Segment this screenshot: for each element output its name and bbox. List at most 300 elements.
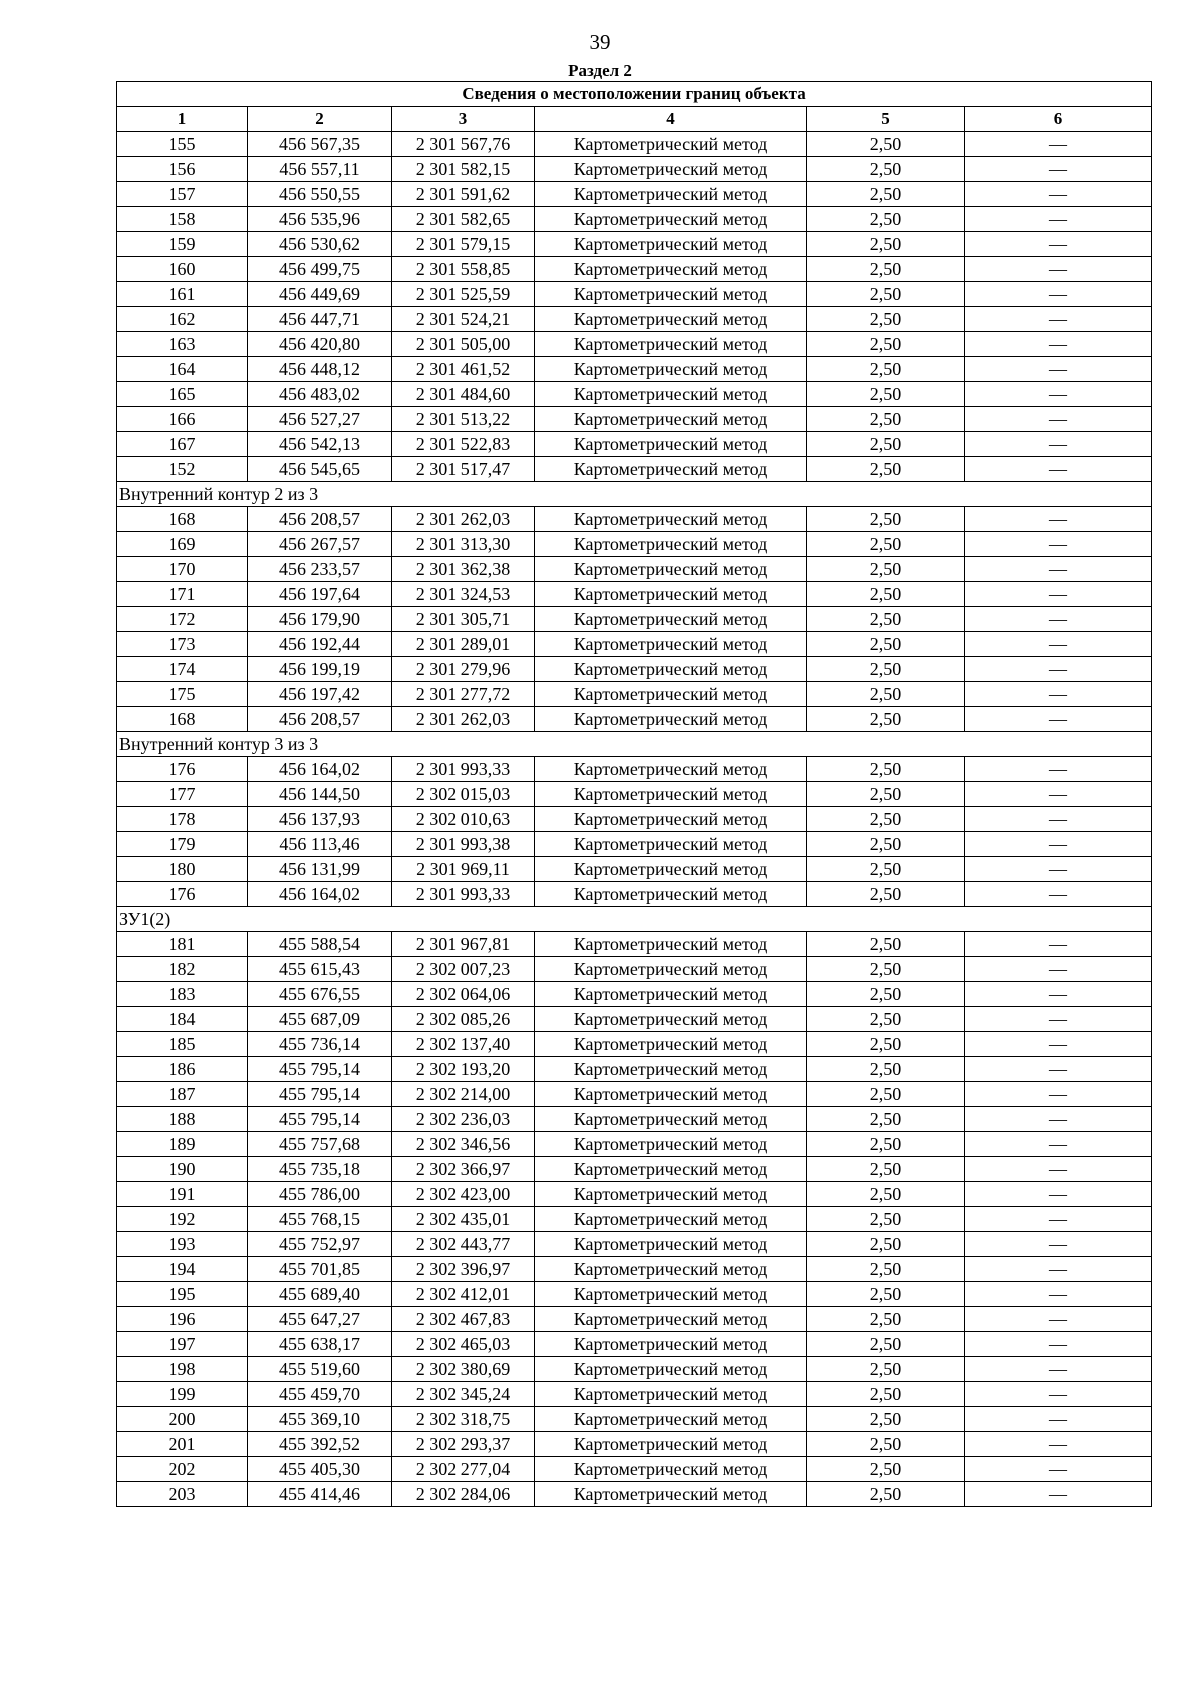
note-cell: — — [965, 1357, 1152, 1382]
y-coordinate-cell: 2 301 513,22 — [392, 407, 535, 432]
method-cell: Картометрический метод — [535, 957, 807, 982]
note-cell: — — [965, 357, 1152, 382]
method-cell: Картометрический метод — [535, 557, 807, 582]
accuracy-cell: 2,50 — [807, 457, 965, 482]
method-cell: Картометрический метод — [535, 1432, 807, 1457]
point-number-cell: 161 — [117, 282, 248, 307]
note-cell: — — [965, 182, 1152, 207]
y-coordinate-cell: 2 301 461,52 — [392, 357, 535, 382]
contour-group-label: Внутренний контур 3 из 3 — [117, 732, 1152, 757]
table-row — [117, 132, 1152, 157]
note-cell: — — [965, 407, 1152, 432]
point-number-cell: 157 — [117, 182, 248, 207]
note-cell: — — [965, 307, 1152, 332]
point-number-cell: 202 — [117, 1457, 248, 1482]
y-coordinate-cell: 2 302 380,69 — [392, 1357, 535, 1382]
x-coordinate-cell: 456 137,93 — [248, 807, 392, 832]
accuracy-cell: 2,50 — [807, 932, 965, 957]
x-coordinate-cell: 456 420,80 — [248, 332, 392, 357]
x-coordinate-cell: 455 687,09 — [248, 1007, 392, 1032]
method-cell: Картометрический метод — [535, 457, 807, 482]
note-cell: — — [965, 782, 1152, 807]
x-coordinate-cell: 456 113,46 — [248, 832, 392, 857]
y-coordinate-cell: 2 302 193,20 — [392, 1057, 535, 1082]
point-number-cell: 164 — [117, 357, 248, 382]
accuracy-cell: 2,50 — [807, 1207, 965, 1232]
table-row — [117, 432, 1152, 457]
point-number-cell: 200 — [117, 1407, 248, 1432]
note-cell: — — [965, 1307, 1152, 1332]
method-cell: Картометрический метод — [535, 632, 807, 657]
y-coordinate-cell: 2 302 366,97 — [392, 1157, 535, 1182]
x-coordinate-cell: 455 615,43 — [248, 957, 392, 982]
note-cell: — — [965, 157, 1152, 182]
column-number-row — [117, 107, 1152, 132]
accuracy-cell: 2,50 — [807, 307, 965, 332]
accuracy-cell: 2,50 — [807, 282, 965, 307]
method-cell: Картометрический метод — [535, 682, 807, 707]
note-cell: — — [965, 1132, 1152, 1157]
table-row — [117, 1282, 1152, 1307]
table-row — [117, 632, 1152, 657]
point-number-cell: 182 — [117, 957, 248, 982]
y-coordinate-cell: 2 301 967,81 — [392, 932, 535, 957]
x-coordinate-cell: 456 530,62 — [248, 232, 392, 257]
accuracy-cell: 2,50 — [807, 382, 965, 407]
table-row — [117, 407, 1152, 432]
point-number-cell: 180 — [117, 857, 248, 882]
table-row — [117, 1432, 1152, 1457]
method-cell: Картометрический метод — [535, 1032, 807, 1057]
point-number-cell: 184 — [117, 1007, 248, 1032]
table-row — [117, 1157, 1152, 1182]
y-coordinate-cell: 2 302 293,37 — [392, 1432, 535, 1457]
x-coordinate-cell: 456 197,42 — [248, 682, 392, 707]
y-coordinate-cell: 2 301 993,33 — [392, 757, 535, 782]
note-cell: — — [965, 957, 1152, 982]
y-coordinate-cell: 2 301 969,11 — [392, 857, 535, 882]
x-coordinate-cell: 456 208,57 — [248, 507, 392, 532]
method-cell: Картометрический метод — [535, 407, 807, 432]
page-number: 39 — [589, 30, 611, 54]
note-cell: — — [965, 757, 1152, 782]
point-number-cell: 196 — [117, 1307, 248, 1332]
point-number-cell: 168 — [117, 707, 248, 732]
note-cell: — — [965, 882, 1152, 907]
method-cell: Картометрический метод — [535, 1232, 807, 1257]
accuracy-cell: 2,50 — [807, 507, 965, 532]
accuracy-cell: 2,50 — [807, 657, 965, 682]
x-coordinate-cell: 455 752,97 — [248, 1232, 392, 1257]
table-row — [117, 1132, 1152, 1157]
accuracy-cell: 2,50 — [807, 1407, 965, 1432]
y-coordinate-cell: 2 301 262,03 — [392, 707, 535, 732]
point-number-cell: 156 — [117, 157, 248, 182]
method-cell: Картометрический метод — [535, 1257, 807, 1282]
point-number-cell: 189 — [117, 1132, 248, 1157]
note-cell: — — [965, 1007, 1152, 1032]
y-coordinate-cell: 2 301 582,65 — [392, 207, 535, 232]
accuracy-cell: 2,50 — [807, 557, 965, 582]
point-number-cell: 197 — [117, 1332, 248, 1357]
accuracy-cell: 2,50 — [807, 1257, 965, 1282]
note-cell: — — [965, 832, 1152, 857]
x-coordinate-cell: 456 131,99 — [248, 857, 392, 882]
note-cell: — — [965, 1332, 1152, 1357]
y-coordinate-cell: 2 301 993,38 — [392, 832, 535, 857]
method-cell: Картометрический метод — [535, 1007, 807, 1032]
note-cell: — — [965, 607, 1152, 632]
accuracy-cell: 2,50 — [807, 1482, 965, 1507]
table-row — [117, 1082, 1152, 1107]
y-coordinate-cell: 2 301 362,38 — [392, 557, 535, 582]
x-coordinate-cell: 456 550,55 — [248, 182, 392, 207]
point-number-cell: 183 — [117, 982, 248, 1007]
x-coordinate-cell: 456 199,19 — [248, 657, 392, 682]
note-cell: — — [965, 857, 1152, 882]
note-cell: — — [965, 282, 1152, 307]
x-coordinate-cell: 455 757,68 — [248, 1132, 392, 1157]
table-row — [117, 1007, 1152, 1032]
point-number-cell: 166 — [117, 407, 248, 432]
contour-group-row — [117, 732, 1152, 757]
y-coordinate-cell: 2 302 085,26 — [392, 1007, 535, 1032]
table-caption-row — [117, 82, 1152, 107]
note-cell: — — [965, 1032, 1152, 1057]
note-cell: — — [965, 682, 1152, 707]
y-coordinate-cell: 2 301 993,33 — [392, 882, 535, 907]
accuracy-cell: 2,50 — [807, 332, 965, 357]
note-cell: — — [965, 132, 1152, 157]
note-cell: — — [965, 657, 1152, 682]
x-coordinate-cell: 456 267,57 — [248, 532, 392, 557]
section-title: Раздел 2 — [568, 61, 632, 80]
x-coordinate-cell: 456 233,57 — [248, 557, 392, 582]
table-row — [117, 857, 1152, 882]
table-row — [117, 832, 1152, 857]
accuracy-cell: 2,50 — [807, 1082, 965, 1107]
y-coordinate-cell: 2 301 324,53 — [392, 582, 535, 607]
method-cell: Картометрический метод — [535, 282, 807, 307]
y-coordinate-cell: 2 302 412,01 — [392, 1282, 535, 1307]
y-coordinate-cell: 2 301 279,96 — [392, 657, 535, 682]
point-number-cell: 179 — [117, 832, 248, 857]
method-cell: Картометрический метод — [535, 1182, 807, 1207]
column-number: 1 — [117, 107, 248, 132]
method-cell: Картометрический метод — [535, 582, 807, 607]
point-number-cell: 176 — [117, 882, 248, 907]
x-coordinate-cell: 455 689,40 — [248, 1282, 392, 1307]
table-row — [117, 982, 1152, 1007]
y-coordinate-cell: 2 302 346,56 — [392, 1132, 535, 1157]
note-cell: — — [965, 582, 1152, 607]
point-number-cell: 167 — [117, 432, 248, 457]
accuracy-cell: 2,50 — [807, 807, 965, 832]
accuracy-cell: 2,50 — [807, 182, 965, 207]
table-row — [117, 382, 1152, 407]
note-cell: — — [965, 382, 1152, 407]
y-coordinate-cell: 2 302 345,24 — [392, 1382, 535, 1407]
y-coordinate-cell: 2 301 289,01 — [392, 632, 535, 657]
point-number-cell: 178 — [117, 807, 248, 832]
accuracy-cell: 2,50 — [807, 882, 965, 907]
accuracy-cell: 2,50 — [807, 982, 965, 1007]
y-coordinate-cell: 2 301 558,85 — [392, 257, 535, 282]
x-coordinate-cell: 455 459,70 — [248, 1382, 392, 1407]
point-number-cell: 193 — [117, 1232, 248, 1257]
table-row — [117, 1382, 1152, 1407]
table-row — [117, 1407, 1152, 1432]
table-row — [117, 1032, 1152, 1057]
point-number-cell: 169 — [117, 532, 248, 557]
method-cell: Картометрический метод — [535, 1057, 807, 1082]
method-cell: Картометрический метод — [535, 1382, 807, 1407]
accuracy-cell: 2,50 — [807, 757, 965, 782]
note-cell: — — [965, 1457, 1152, 1482]
note-cell: — — [965, 1257, 1152, 1282]
point-number-cell: 165 — [117, 382, 248, 407]
note-cell: — — [965, 1082, 1152, 1107]
y-coordinate-cell: 2 301 525,59 — [392, 282, 535, 307]
table-row — [117, 957, 1152, 982]
note-cell: — — [965, 232, 1152, 257]
point-number-cell: 203 — [117, 1482, 248, 1507]
note-cell: — — [965, 932, 1152, 957]
x-coordinate-cell: 456 179,90 — [248, 607, 392, 632]
y-coordinate-cell: 2 302 423,00 — [392, 1182, 535, 1207]
x-coordinate-cell: 455 414,46 — [248, 1482, 392, 1507]
x-coordinate-cell: 455 795,14 — [248, 1082, 392, 1107]
note-cell: — — [965, 1207, 1152, 1232]
accuracy-cell: 2,50 — [807, 1282, 965, 1307]
x-coordinate-cell: 455 588,54 — [248, 932, 392, 957]
y-coordinate-cell: 2 302 064,06 — [392, 982, 535, 1007]
x-coordinate-cell: 455 405,30 — [248, 1457, 392, 1482]
method-cell: Картометрический метод — [535, 532, 807, 557]
point-number-cell: 191 — [117, 1182, 248, 1207]
y-coordinate-cell: 2 301 582,15 — [392, 157, 535, 182]
method-cell: Картометрический метод — [535, 232, 807, 257]
accuracy-cell: 2,50 — [807, 957, 965, 982]
x-coordinate-cell: 455 736,14 — [248, 1032, 392, 1057]
note-cell: — — [965, 432, 1152, 457]
boundary-coordinates-table — [116, 81, 1152, 1507]
x-coordinate-cell: 456 447,71 — [248, 307, 392, 332]
x-coordinate-cell: 455 768,15 — [248, 1207, 392, 1232]
x-coordinate-cell: 455 647,27 — [248, 1307, 392, 1332]
y-coordinate-cell: 2 302 465,03 — [392, 1332, 535, 1357]
y-coordinate-cell: 2 302 318,75 — [392, 1407, 535, 1432]
table-row — [117, 1207, 1152, 1232]
accuracy-cell: 2,50 — [807, 1307, 965, 1332]
method-cell: Картометрический метод — [535, 257, 807, 282]
accuracy-cell: 2,50 — [807, 782, 965, 807]
accuracy-cell: 2,50 — [807, 532, 965, 557]
table-row — [117, 1307, 1152, 1332]
table-row — [117, 1107, 1152, 1132]
x-coordinate-cell: 455 519,60 — [248, 1357, 392, 1382]
accuracy-cell: 2,50 — [807, 832, 965, 857]
note-cell: — — [965, 632, 1152, 657]
method-cell: Картометрический метод — [535, 1457, 807, 1482]
table-row — [117, 357, 1152, 382]
note-cell: — — [965, 257, 1152, 282]
x-coordinate-cell: 455 795,14 — [248, 1107, 392, 1132]
contour-group-row — [117, 482, 1152, 507]
note-cell: — — [965, 1382, 1152, 1407]
table-row — [117, 1182, 1152, 1207]
table-row — [117, 557, 1152, 582]
accuracy-cell: 2,50 — [807, 1457, 965, 1482]
table-row — [117, 707, 1152, 732]
note-cell: — — [965, 1282, 1152, 1307]
point-number-cell: 152 — [117, 457, 248, 482]
accuracy-cell: 2,50 — [807, 1357, 965, 1382]
method-cell: Картометрический метод — [535, 782, 807, 807]
x-coordinate-cell: 456 567,35 — [248, 132, 392, 157]
accuracy-cell: 2,50 — [807, 132, 965, 157]
point-number-cell: 199 — [117, 1382, 248, 1407]
note-cell: — — [965, 1432, 1152, 1457]
method-cell: Картометрический метод — [535, 182, 807, 207]
column-number: 2 — [248, 107, 392, 132]
accuracy-cell: 2,50 — [807, 257, 965, 282]
accuracy-cell: 2,50 — [807, 357, 965, 382]
accuracy-cell: 2,50 — [807, 1432, 965, 1457]
x-coordinate-cell: 456 144,50 — [248, 782, 392, 807]
point-number-cell: 201 — [117, 1432, 248, 1457]
y-coordinate-cell: 2 301 277,72 — [392, 682, 535, 707]
accuracy-cell: 2,50 — [807, 1132, 965, 1157]
table-row — [117, 457, 1152, 482]
table-row — [117, 507, 1152, 532]
table-row — [117, 307, 1152, 332]
table-row — [117, 657, 1152, 682]
point-number-cell: 173 — [117, 632, 248, 657]
x-coordinate-cell: 456 449,69 — [248, 282, 392, 307]
table-row — [117, 682, 1152, 707]
point-number-cell: 190 — [117, 1157, 248, 1182]
note-cell: — — [965, 1482, 1152, 1507]
method-cell: Картометрический метод — [535, 657, 807, 682]
method-cell: Картометрический метод — [535, 307, 807, 332]
y-coordinate-cell: 2 302 010,63 — [392, 807, 535, 832]
y-coordinate-cell: 2 301 591,62 — [392, 182, 535, 207]
table-row — [117, 1332, 1152, 1357]
column-number: 6 — [965, 107, 1152, 132]
y-coordinate-cell: 2 302 214,00 — [392, 1082, 535, 1107]
note-cell: — — [965, 457, 1152, 482]
method-cell: Картометрический метод — [535, 832, 807, 857]
table-row — [117, 532, 1152, 557]
note-cell: — — [965, 982, 1152, 1007]
x-coordinate-cell: 456 192,44 — [248, 632, 392, 657]
table-row — [117, 1357, 1152, 1382]
accuracy-cell: 2,50 — [807, 1107, 965, 1132]
point-number-cell: 185 — [117, 1032, 248, 1057]
method-cell: Картометрический метод — [535, 132, 807, 157]
table-row — [117, 1482, 1152, 1507]
accuracy-cell: 2,50 — [807, 582, 965, 607]
y-coordinate-cell: 2 301 305,71 — [392, 607, 535, 632]
note-cell: — — [965, 807, 1152, 832]
x-coordinate-cell: 456 164,02 — [248, 882, 392, 907]
accuracy-cell: 2,50 — [807, 857, 965, 882]
point-number-cell: 162 — [117, 307, 248, 332]
point-number-cell: 172 — [117, 607, 248, 632]
accuracy-cell: 2,50 — [807, 1157, 965, 1182]
point-number-cell: 176 — [117, 757, 248, 782]
y-coordinate-cell: 2 301 484,60 — [392, 382, 535, 407]
method-cell: Картометрический метод — [535, 757, 807, 782]
method-cell: Картометрический метод — [535, 807, 807, 832]
accuracy-cell: 2,50 — [807, 1332, 965, 1357]
note-cell: — — [965, 532, 1152, 557]
point-number-cell: 168 — [117, 507, 248, 532]
method-cell: Картометрический метод — [535, 707, 807, 732]
y-coordinate-cell: 2 302 396,97 — [392, 1257, 535, 1282]
y-coordinate-cell: 2 301 579,15 — [392, 232, 535, 257]
point-number-cell: 163 — [117, 332, 248, 357]
note-cell: — — [965, 1157, 1152, 1182]
point-number-cell: 192 — [117, 1207, 248, 1232]
table-row — [117, 1457, 1152, 1482]
x-coordinate-cell: 455 392,52 — [248, 1432, 392, 1457]
note-cell: — — [965, 1407, 1152, 1432]
table-row — [117, 757, 1152, 782]
column-number: 3 — [392, 107, 535, 132]
method-cell: Картометрический метод — [535, 1207, 807, 1232]
method-cell: Картометрический метод — [535, 1132, 807, 1157]
method-cell: Картометрический метод — [535, 982, 807, 1007]
method-cell: Картометрический метод — [535, 1332, 807, 1357]
accuracy-cell: 2,50 — [807, 232, 965, 257]
note-cell: — — [965, 1182, 1152, 1207]
y-coordinate-cell: 2 302 236,03 — [392, 1107, 535, 1132]
x-coordinate-cell: 456 164,02 — [248, 757, 392, 782]
method-cell: Картометрический метод — [535, 507, 807, 532]
accuracy-cell: 2,50 — [807, 1232, 965, 1257]
point-number-cell: 187 — [117, 1082, 248, 1107]
method-cell: Картометрический метод — [535, 1307, 807, 1332]
note-cell: — — [965, 1057, 1152, 1082]
point-number-cell: 188 — [117, 1107, 248, 1132]
point-number-cell: 171 — [117, 582, 248, 607]
table-row — [117, 1232, 1152, 1257]
accuracy-cell: 2,50 — [807, 682, 965, 707]
y-coordinate-cell: 2 302 277,04 — [392, 1457, 535, 1482]
column-number: 5 — [807, 107, 965, 132]
y-coordinate-cell: 2 302 284,06 — [392, 1482, 535, 1507]
point-number-cell: 186 — [117, 1057, 248, 1082]
table-row — [117, 782, 1152, 807]
column-number: 4 — [535, 107, 807, 132]
method-cell: Картометрический метод — [535, 207, 807, 232]
x-coordinate-cell: 455 735,18 — [248, 1157, 392, 1182]
accuracy-cell: 2,50 — [807, 707, 965, 732]
table-row — [117, 182, 1152, 207]
table-row — [117, 1057, 1152, 1082]
accuracy-cell: 2,50 — [807, 632, 965, 657]
method-cell: Картометрический метод — [535, 1082, 807, 1107]
point-number-cell: 160 — [117, 257, 248, 282]
x-coordinate-cell: 455 795,14 — [248, 1057, 392, 1082]
x-coordinate-cell: 456 208,57 — [248, 707, 392, 732]
note-cell: — — [965, 1107, 1152, 1132]
method-cell: Картометрический метод — [535, 607, 807, 632]
method-cell: Картометрический метод — [535, 1482, 807, 1507]
x-coordinate-cell: 455 676,55 — [248, 982, 392, 1007]
